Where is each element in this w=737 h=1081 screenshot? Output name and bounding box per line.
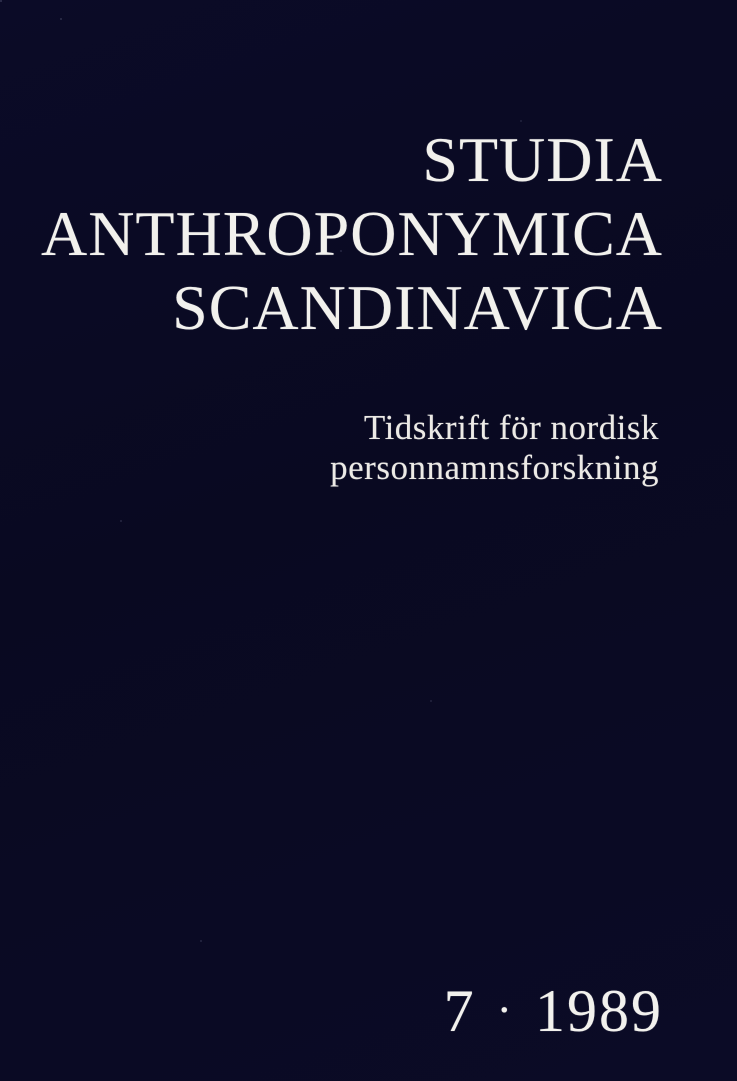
title-line-2: ANTHROPONYMICA [40, 198, 663, 269]
title-line-3: SCANDINAVICA [172, 272, 663, 343]
journal-subtitle [330, 408, 659, 488]
title-line-1: STUDIA [422, 124, 663, 195]
subtitle-line-1: Tidskrift för nordisk [363, 408, 659, 447]
separator-dot: · [496, 984, 514, 1035]
subtitle-line-2: personnamnsforskning [330, 448, 659, 487]
issue-year: 1989 [535, 978, 663, 1044]
volume-number: 7 [443, 978, 476, 1044]
scan-speckles [0, 0, 2, 2]
issue-line [444, 976, 663, 1051]
journal-title [41, 123, 663, 345]
